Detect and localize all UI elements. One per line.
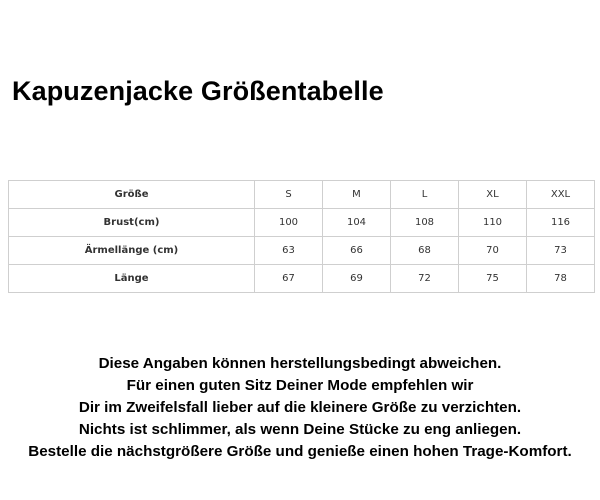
header-label-size: Größe xyxy=(9,181,255,209)
size-notice xyxy=(0,353,600,463)
row-label-length: Länge xyxy=(9,265,255,293)
notice-line: Nichts ist schlimmer, als wenn Deine Stücke zu eng anliegen. xyxy=(78,421,522,438)
header-size-s: S xyxy=(255,181,323,209)
cell-sleeve-l: 68 xyxy=(391,237,459,265)
notice-line: Bestelle die nächstgrößere Größe und genieße einen hohen Trage-Komfort. xyxy=(28,443,572,460)
cell-length-m: 69 xyxy=(323,265,391,293)
header-size-xl: XL xyxy=(459,181,527,209)
table-row-chest xyxy=(9,209,595,237)
cell-length-l: 72 xyxy=(391,265,459,293)
cell-chest-l: 108 xyxy=(391,209,459,237)
notice-line: Dir im Zweifelsfall lieber auf die kleinere Größe zu verzichten. xyxy=(78,399,522,416)
notice-line: Diese Angaben können herstellungsbedingt abweichen. xyxy=(98,355,502,372)
cell-sleeve-xxl: 73 xyxy=(527,237,595,265)
cell-sleeve-xl: 70 xyxy=(459,237,527,265)
row-label-chest: Brust(cm) xyxy=(9,209,255,237)
notice-line: Für einen guten Sitz Deiner Mode empfehlen wir xyxy=(126,377,474,394)
cell-length-s: 67 xyxy=(255,265,323,293)
row-label-sleeve-length: Ärmellänge (cm) xyxy=(9,237,255,265)
header-size-l: L xyxy=(391,181,459,209)
table-row-length xyxy=(9,265,595,293)
cell-chest-xxl: 116 xyxy=(527,209,595,237)
header-size-xxl: XXL xyxy=(527,181,595,209)
cell-length-xxl: 78 xyxy=(527,265,595,293)
cell-sleeve-s: 63 xyxy=(255,237,323,265)
cell-chest-m: 104 xyxy=(323,209,391,237)
table-row-sleeve-length xyxy=(9,237,595,265)
cell-length-xl: 75 xyxy=(459,265,527,293)
size-chart-table xyxy=(8,180,595,293)
header-size-m: M xyxy=(323,181,391,209)
table-header-row xyxy=(9,181,595,209)
cell-chest-xl: 110 xyxy=(459,209,527,237)
cell-sleeve-m: 66 xyxy=(323,237,391,265)
cell-chest-s: 100 xyxy=(255,209,323,237)
page-title: Kapuzenjacke Größentabelle xyxy=(12,76,384,106)
